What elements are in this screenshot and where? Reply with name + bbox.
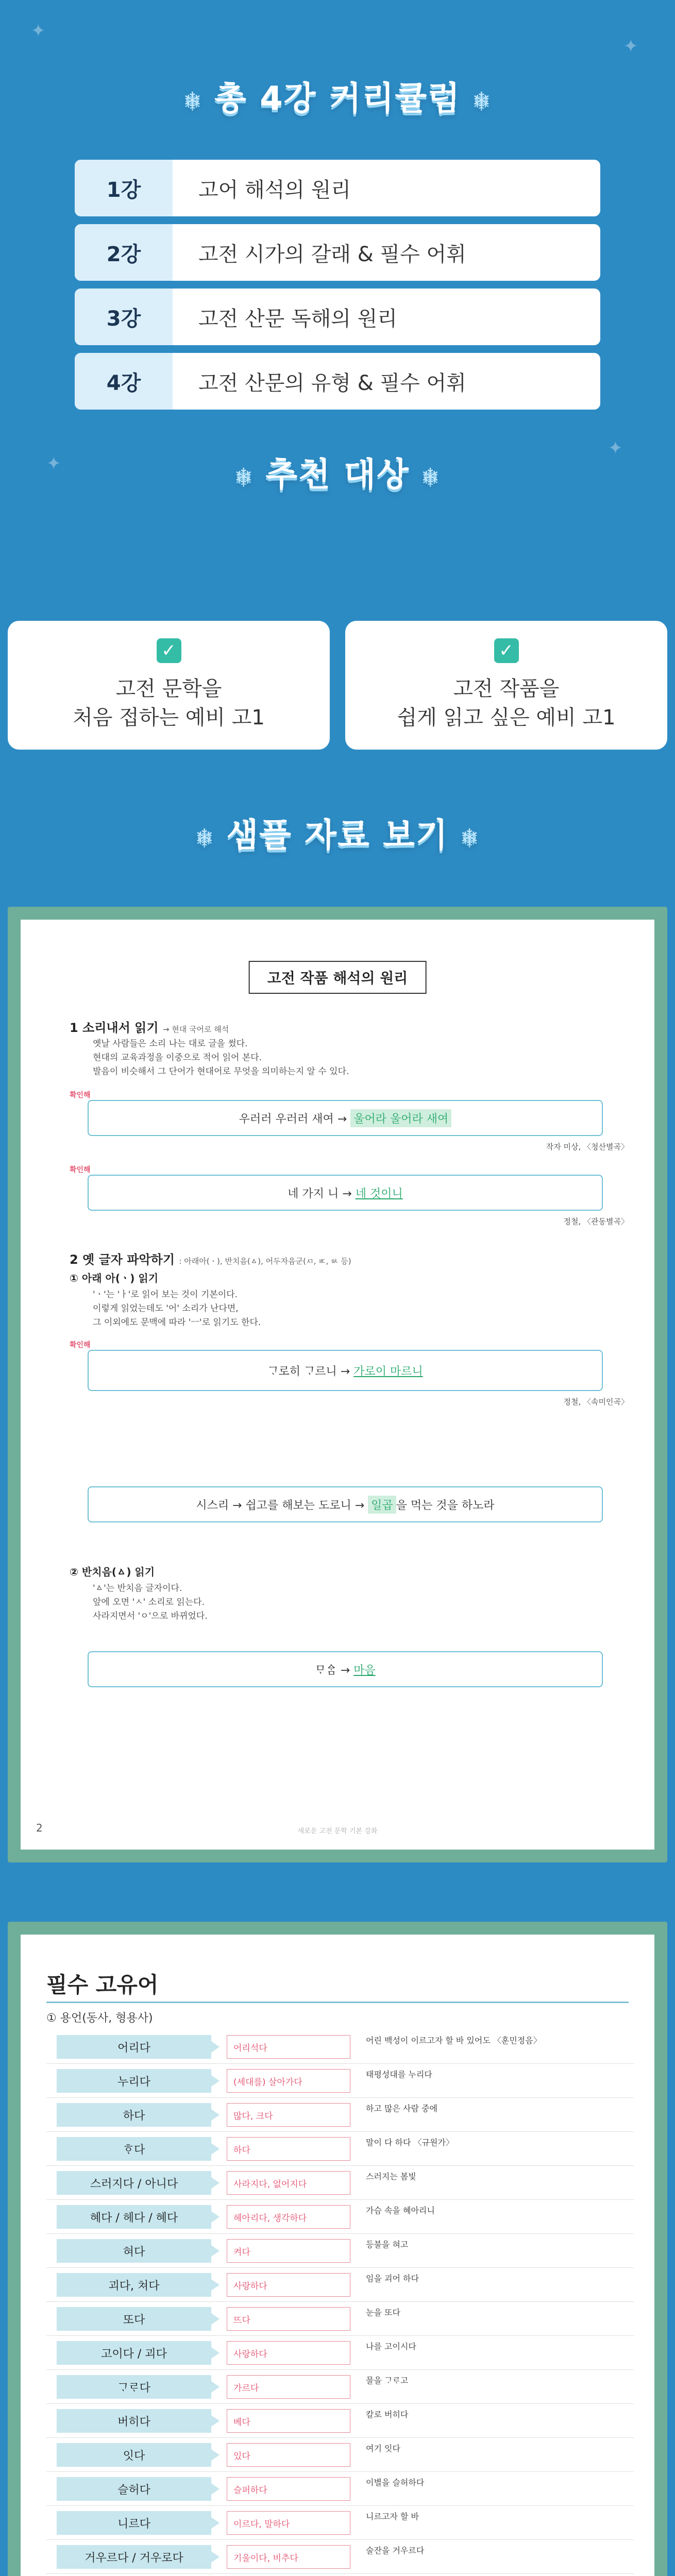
arrow-right-icon bbox=[211, 2245, 220, 2257]
vocab-word: 하다 bbox=[57, 2103, 211, 2127]
sparkle-icon: ✦ bbox=[46, 453, 61, 474]
arrow-right-icon bbox=[211, 2415, 220, 2427]
sparkle-icon: ✦ bbox=[623, 36, 638, 57]
star-icon: ❄ bbox=[420, 463, 441, 490]
star-icon: ❄ bbox=[472, 87, 492, 114]
divider bbox=[46, 2002, 629, 2003]
example-source: 정철, 〈속미인곡〉 bbox=[563, 1397, 629, 1406]
target-line: 쉽게 읽고 싶은 예비 고1 bbox=[397, 706, 616, 730]
vocab-meaning: 사랑하다 bbox=[227, 2341, 350, 2365]
sparkle-icon: ✦ bbox=[608, 438, 623, 459]
bullet-item: 'ㅿ'는 반치음 글자이다. bbox=[93, 1583, 182, 1594]
vocab-meaning: 켜다 bbox=[227, 2239, 350, 2263]
arrow-right-icon bbox=[211, 2551, 220, 2563]
vocab-example: 나를 고이시다 bbox=[366, 2342, 416, 2351]
example-box bbox=[88, 1350, 603, 1391]
example-source: 작자 미상, 〈청산별곡〉 bbox=[546, 1142, 629, 1151]
check-icon: ✓ bbox=[494, 638, 519, 663]
example-highlight: 네 것이니 bbox=[355, 1187, 403, 1200]
arrow-right-icon bbox=[211, 2313, 220, 2325]
page-sheet bbox=[21, 1935, 654, 2576]
curriculum-text: 고어 해석의 원리 bbox=[198, 178, 351, 202]
heading-text: 1 소리내서 읽기 bbox=[70, 1021, 159, 1035]
curriculum-badge: 2강 bbox=[75, 224, 173, 281]
vocab-example: 등불을 혀고 bbox=[366, 2240, 409, 2249]
example-tag: 확인해 bbox=[70, 1166, 91, 1174]
arrow-right-icon bbox=[211, 2517, 220, 2529]
arrow-right-icon bbox=[211, 2381, 220, 2393]
table-row bbox=[46, 2200, 634, 2234]
table-row bbox=[46, 2030, 634, 2064]
arrow-right-icon bbox=[211, 2075, 220, 2087]
arrow-right-icon bbox=[211, 2449, 220, 2461]
vocab-word: 누리다 bbox=[57, 2069, 211, 2093]
bullet-list bbox=[93, 1582, 208, 1623]
arrow-right-icon bbox=[211, 2483, 220, 2495]
table-row bbox=[46, 2438, 634, 2472]
table-row bbox=[46, 2574, 634, 2576]
vocab-example: 눈을 또다 bbox=[366, 2308, 400, 2317]
vocab-meaning: 헤아리다, 생각하다 bbox=[227, 2205, 350, 2229]
vocab-word: 또다 bbox=[57, 2307, 211, 2331]
curriculum-title bbox=[0, 72, 675, 120]
bullet-item: 사라지면서 'ㅇ'으로 바뀌었다. bbox=[93, 1611, 208, 1621]
bullet-item: 이렇게 읽었는데도 '어' 소리가 난다면, bbox=[93, 1303, 239, 1314]
target-title-text: 추천 대상 bbox=[265, 456, 410, 494]
arrow-right-icon bbox=[211, 2279, 220, 2291]
vocab-word: 니르다 bbox=[57, 2511, 211, 2535]
table-row bbox=[46, 2098, 634, 2132]
vocab-word: 혀다 bbox=[57, 2239, 211, 2263]
example-text: 우러러 우러러 새여 → bbox=[239, 1112, 347, 1126]
vocab-word: 슬허다 bbox=[57, 2477, 211, 2501]
curriculum-text: 고전 시가의 갈래 & 필수 어휘 bbox=[198, 242, 466, 266]
star-icon: ❄ bbox=[460, 824, 480, 851]
heading-text: 2 옛 글자 파악하기 bbox=[70, 1252, 175, 1267]
vocab-meaning: (세대를) 살아가다 bbox=[227, 2069, 350, 2093]
arrow-right-icon bbox=[211, 2211, 220, 2223]
table-row bbox=[46, 2302, 634, 2336]
star-icon: ❄ bbox=[183, 87, 203, 114]
target-line: 처음 접하는 예비 고1 bbox=[73, 706, 265, 730]
bullet-list bbox=[93, 1288, 261, 1330]
vocab-meaning: 사라지다, 없어지다 bbox=[227, 2171, 350, 2195]
table-row bbox=[46, 2404, 634, 2438]
example-box bbox=[88, 1651, 603, 1687]
table-row bbox=[46, 2268, 634, 2302]
vocab-word: 어리다 bbox=[57, 2035, 211, 2059]
sub-heading: ② 반치음(ㅿ) 읽기 bbox=[70, 1566, 155, 1578]
curriculum-text: 고전 산문의 유형 & 필수 어휘 bbox=[198, 371, 466, 395]
section-heading bbox=[70, 1249, 351, 1267]
bullet-list bbox=[93, 1037, 349, 1079]
curriculum-text: 고전 산문 독해의 원리 bbox=[198, 307, 397, 331]
vocab-example: 하고 많은 사람 중에 bbox=[366, 2104, 437, 2113]
page-number: 2 bbox=[36, 1822, 43, 1834]
vocab-word: 고이다 / 괴다 bbox=[57, 2341, 211, 2365]
vocab-word: ᄒᆞ다 bbox=[57, 2137, 211, 2161]
vocab-word: 버히다 bbox=[57, 2409, 211, 2433]
table-row bbox=[46, 2132, 634, 2166]
page-footer: 새로운 고전 문학 기본 강좌 bbox=[297, 1827, 378, 1835]
sample-page-2 bbox=[8, 1922, 667, 2576]
example-source: 정철, 〈관동별곡〉 bbox=[563, 1217, 629, 1226]
bullet-item: 'ㆍ'는 'ㅏ'로 읽어 보는 것이 기본이다. bbox=[93, 1290, 238, 1300]
table-row bbox=[46, 2506, 634, 2540]
table-row bbox=[46, 2064, 634, 2098]
example-highlight: 가로이 마르니 bbox=[353, 1365, 423, 1378]
example-text: 네 가지 니 → bbox=[288, 1187, 352, 1200]
vocab-meaning: 이르다, 말하다 bbox=[227, 2511, 350, 2535]
vocab-word: 스러지다 / 아니다 bbox=[57, 2171, 211, 2195]
vocab-example: 스러지는 봄빛 bbox=[366, 2172, 416, 2181]
curriculum-badge: 1강 bbox=[75, 160, 173, 216]
vocab-meaning: 하다 bbox=[227, 2137, 350, 2161]
curriculum-badge: 3강 bbox=[75, 289, 173, 345]
example-tag: 확인해 bbox=[70, 1091, 91, 1099]
vocab-word: 거우르다 / 거우로다 bbox=[57, 2545, 211, 2569]
star-icon: ❄ bbox=[234, 463, 255, 490]
vocab-meaning: 뜨다 bbox=[227, 2307, 350, 2331]
heading-note: → 현대 국어로 해석 bbox=[162, 1025, 229, 1034]
vocab-example: 술잔을 거우르다 bbox=[366, 2546, 425, 2555]
bullet-item: 그 이외에도 문맥에 따라 'ㅡ'로 읽기도 한다. bbox=[93, 1317, 261, 1328]
vocab-meaning: 많다, 크다 bbox=[227, 2103, 350, 2127]
vocab-table bbox=[46, 2030, 634, 2576]
curriculum-item bbox=[75, 224, 600, 281]
vocab-meaning: 기울이다, 비추다 bbox=[227, 2545, 350, 2569]
target-line: 고전 작품을 bbox=[453, 677, 560, 701]
samples-title-text: 샘플 자료 보기 bbox=[226, 817, 449, 855]
sub-heading: ① 용언(동사, 형용사) bbox=[46, 2012, 153, 2025]
vocab-example: 칼로 버히다 bbox=[366, 2410, 409, 2419]
vocab-example: 니르고자 할 바 bbox=[366, 2512, 419, 2521]
example-box bbox=[88, 1100, 603, 1136]
vocab-word: ᄀᆞᄅᆞ다 bbox=[57, 2375, 211, 2399]
sub-heading: ① 아래 아(ㆍ) 읽기 bbox=[70, 1272, 159, 1284]
heading-note: : 아래아(ㆍ), 반치음(ㅿ), 어두자음군(ㅺ, ㅳ, ㅄ 등) bbox=[179, 1257, 351, 1266]
curriculum-title-text: 총 4강 커리큘럼 bbox=[214, 80, 461, 118]
example-text: 시스리 → 쉽고를 해보는 도로니 → bbox=[196, 1499, 365, 1512]
table-row bbox=[46, 2166, 634, 2200]
sample-page-1 bbox=[8, 907, 667, 1862]
vocab-word: 잇다 bbox=[57, 2443, 211, 2467]
vocab-example: 태평성대를 누리다 bbox=[366, 2070, 432, 2079]
curriculum-item bbox=[75, 353, 600, 410]
arrow-right-icon bbox=[211, 2109, 220, 2121]
vocab-example: 임을 괴어 하다 bbox=[366, 2274, 419, 2283]
page-title: 필수 고유어 bbox=[46, 1972, 159, 1997]
target-line: 고전 문학을 bbox=[115, 677, 222, 701]
arrow-right-icon bbox=[211, 2177, 220, 2189]
bullet-item: 발음이 비슷해서 그 단어가 현대어로 무엇을 의미하는지 알 수 있다. bbox=[93, 1066, 349, 1077]
arrow-right-icon bbox=[211, 2041, 220, 2053]
vocab-word: 혜다 / 헤다 / 혜다 bbox=[57, 2205, 211, 2229]
vocab-word: 괴다, 쳐다 bbox=[57, 2273, 211, 2297]
table-row bbox=[46, 2336, 634, 2370]
vocab-meaning: 있다 bbox=[227, 2443, 350, 2467]
vocab-meaning: 슬퍼하다 bbox=[227, 2477, 350, 2501]
target-card bbox=[345, 621, 667, 750]
example-text: 을 먹는 것을 하노라 bbox=[396, 1499, 495, 1512]
curriculum-badge: 4강 bbox=[75, 353, 173, 410]
page-sheet bbox=[21, 920, 654, 1850]
vocab-example: 여기 잇다 bbox=[366, 2444, 400, 2453]
example-box bbox=[88, 1486, 603, 1522]
bullet-item: 옛날 사람들은 소리 나는 대로 글을 썼다. bbox=[93, 1039, 248, 1049]
vocab-example: 물을 ᄀᆞᄅᆞ고 bbox=[366, 2376, 409, 2385]
example-highlight: 일곱 bbox=[368, 1496, 396, 1514]
table-row bbox=[46, 2370, 634, 2404]
table-row bbox=[46, 2234, 634, 2268]
target-title bbox=[0, 448, 675, 496]
section-heading bbox=[70, 1018, 229, 1036]
example-highlight: 마음 bbox=[353, 1664, 376, 1677]
vocab-meaning: 베다 bbox=[227, 2409, 350, 2433]
arrow-right-icon bbox=[211, 2143, 220, 2155]
vocab-example: 이별을 슬허하다 bbox=[366, 2478, 425, 2487]
table-row bbox=[46, 2472, 634, 2506]
example-highlight: 울어라 울어라 새여 bbox=[350, 1109, 451, 1127]
samples-title bbox=[0, 809, 675, 856]
vocab-example: 어린 백성이 이르고자 할 바 있어도 〈훈민정음〉 bbox=[366, 2036, 542, 2045]
example-tag: 확인해 bbox=[70, 1341, 91, 1349]
check-icon: ✓ bbox=[157, 638, 181, 663]
example-text: ᄀᆞ로히 ᄀᆞ르니 → bbox=[267, 1365, 350, 1378]
vocab-meaning: 사랑하다 bbox=[227, 2273, 350, 2297]
vocab-example: 말이 다 하다 〈규원가〉 bbox=[366, 2138, 454, 2147]
vocab-example: 가슴 속을 혜아리니 bbox=[366, 2206, 435, 2215]
target-card bbox=[8, 621, 330, 750]
bullet-item: 앞에 오면 'ㅅ' 소리로 읽는다. bbox=[93, 1597, 205, 1607]
page-title: 고전 작품 해석의 원리 bbox=[249, 961, 427, 994]
table-row bbox=[46, 2540, 634, 2574]
example-box bbox=[88, 1175, 603, 1211]
star-icon: ❄ bbox=[195, 824, 215, 851]
bullet-item: 현대의 교육과정을 이중으로 적어 읽어 본다. bbox=[93, 1053, 262, 1063]
curriculum-item bbox=[75, 289, 600, 345]
vocab-meaning: 어리석다 bbox=[227, 2035, 350, 2059]
curriculum-item bbox=[75, 160, 600, 216]
arrow-right-icon bbox=[211, 2347, 220, 2359]
example-text: ᄆᆞᅀᆞᆷ → bbox=[315, 1664, 350, 1677]
sparkle-icon: ✦ bbox=[31, 21, 46, 41]
vocab-meaning: 가르다 bbox=[227, 2375, 350, 2399]
